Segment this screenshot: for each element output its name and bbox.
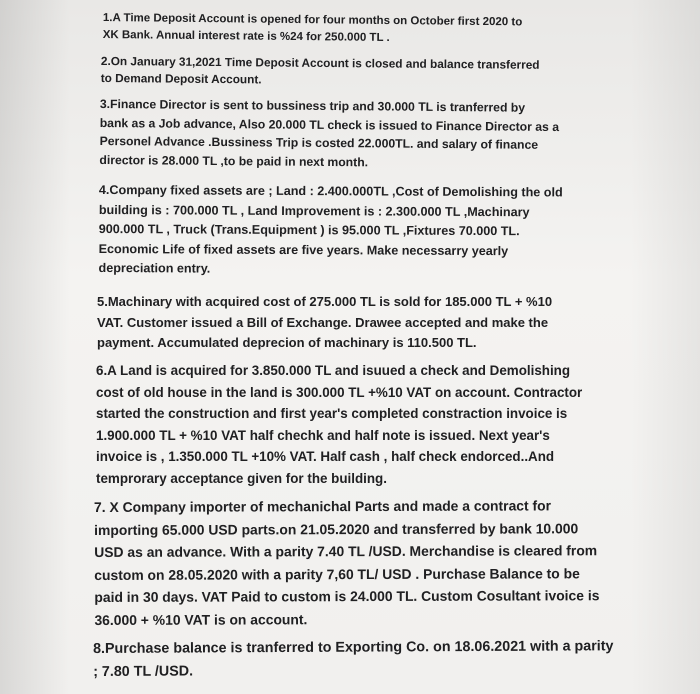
text-line: 8.Purchase balance is tranferred to Exporting Co. on 18.06.2021 with a parity: [93, 638, 614, 657]
text-line: custom on 28.05.2020 with a parity 7,60 TL/ USD . Purchase Balance to be: [94, 564, 580, 583]
question-1: [103, 10, 523, 48]
text-line: USD as an advance. With a parity 7.40 TL /USD. Merchandise is cleared from: [94, 542, 598, 560]
text-line: 6.A Land is acquired for 3.850.000 TL and isuued a check and Demolishing: [96, 363, 571, 378]
text-line: to Demand Deposit Account.: [100, 70, 262, 87]
page-shadow-right: [630, 0, 700, 694]
text-line: 4.Company fixed assets are ; Land : 2.400.000TL ,Cost of Demolishing the old: [98, 182, 563, 200]
text-line: building is : 700.000 TL , Land Improvement is : 2.300.000 TL ,Machinary: [98, 202, 530, 219]
question-5: [97, 292, 552, 354]
text-line: paid in 30 days. VAT Paid to custom is 24.000 TL. Custom Cosultant ivoice is: [94, 587, 600, 605]
question-2: [101, 53, 540, 91]
text-line: cost of old house in the land is 300.000 TL +%10 VAT on account. Contractor: [96, 384, 583, 400]
text-line: payment. Accumulated deprecion of machinary is 110.500 TL.: [97, 335, 477, 350]
text-line: 1.A Time Deposit Account is opened for four months on October first 2020 to: [102, 11, 523, 29]
text-line: started the construction and first year's completed constraction invoice is: [96, 406, 568, 421]
text-line: 5.Machinary with acquired cost of 275.000 TL is sold for 185.000 TL + %10: [97, 294, 553, 309]
text-line: director is 28.000 TL ,to be paid in next month.: [99, 152, 369, 169]
page-shadow-left: [0, 0, 70, 694]
text-line: depreciation entry.: [98, 260, 211, 276]
text-line: importing 65.000 USD parts.on 21.05.2020 and transferred by bank 10.000: [94, 519, 579, 538]
text-line: invoice is , 1.350.000 TL +10% VAT. Half cash , half check endorced..And: [96, 449, 555, 464]
question-4: [98, 181, 562, 281]
question-3: [99, 95, 559, 173]
question-6: [96, 360, 582, 489]
text-line: 36.000 + %10 VAT is on account.: [94, 610, 308, 628]
text-line: VAT. Customer issued a Bill of Exchange. Drawee accepted and make the: [97, 314, 549, 330]
text-line: Personel Advance .Bussiness Trip is costed 22.000TL. and salary of finance: [99, 133, 539, 152]
text-line: temprorary acceptance given for the building.: [96, 470, 387, 486]
question-7: [94, 494, 600, 631]
text-line: 3.Finance Director is sent to bussiness trip and 30.000 TL is tranferred by: [99, 96, 526, 115]
text-line: 7. X Company importer of mechanichal Parts and made a contract for: [94, 497, 552, 515]
text-line: 2.On January 31,2021 Time Deposit Account is closed and balance transferred: [100, 53, 540, 72]
question-8: [93, 635, 614, 683]
text-line: ; 7.80 TL /USD.: [93, 662, 194, 680]
text-line: bank as a Job advance, Also 20.000 TL check is issued to Finance Director as a: [99, 115, 560, 134]
text-line: 1.900.000 TL + %10 VAT half chechk and half note is issued. Next year's: [96, 427, 550, 443]
text-line: Economic Life of fixed assets are five years. Make necessarry yearly: [98, 241, 509, 258]
text-line: XK Bank. Annual interest rate is %24 for 250.000 TL .: [102, 28, 390, 45]
text-line: 900.000 TL , Truck (Trans.Equipment ) is 95.000 TL ,Fixtures 70.000 TL.: [98, 221, 520, 239]
